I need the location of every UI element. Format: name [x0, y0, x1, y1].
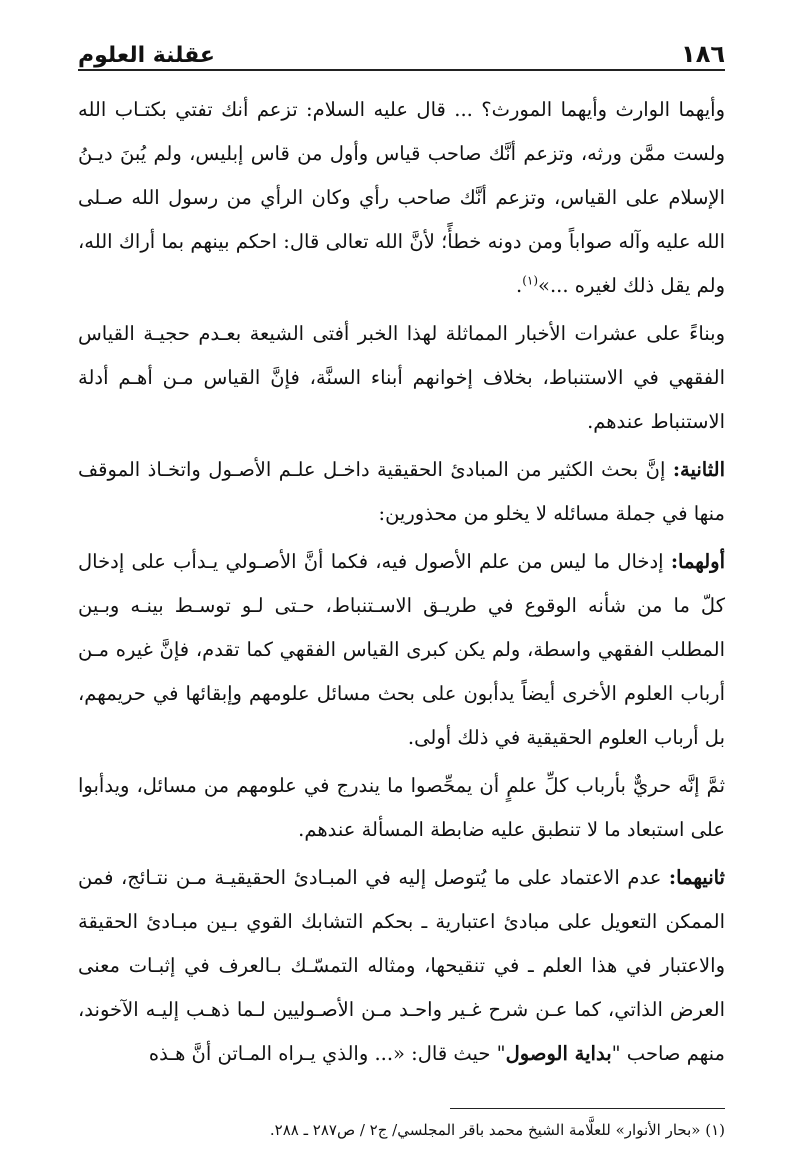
paragraph-second-point: [78, 448, 725, 536]
paragraph-text: إنَّ بحث الكثير من المبادئ الحقيقية داخـل علـم الأصـول واتخـاذ الموقف منها في جملة مسائله لا يخلو من محذورين:: [78, 458, 725, 525]
paragraph-lead: ثانيهما:: [668, 866, 725, 889]
paragraph-text: إدخال ما ليس من علم الأصول فيه، فكما أنَّ الأصـولي يـدأب على إدخال كلّ ما من شأنه الوقوع في طريـق الاسـتنباط، حـتى لـو توسـط بينـه وبـين المطلب الفقهي واسطة، ولم يكن كبرى القياس الفقهي كما تقدم، فإنَّ غيره مـن أرباب العلوم الأخرى أيضاً يدأبون على بحث مسائل علومهم وإبقائها في حريمهم، بل أرباب العلوم الحقيقية في ذلك أولى.: [78, 550, 725, 749]
footnote-reference: (١): [522, 273, 539, 288]
page-header: [78, 28, 725, 68]
page-number: ١٨٦: [681, 40, 725, 68]
paragraph-quote-end: وأيهما الوارث وأيهما المورث؟ ... قال عليه السلام: تزعم أنك تفتي بكتـاب الله ولست ممَّن ورثه، وتزعم أنَّك صاحب قياس وأول من قاس إبليس، ولم يُبنَ ديـنُ الإسلام على القياس، وتزعم أنَّك صاحب رأي وكان الرأي من رسول الله صـلى الله عليه وآله صواباً ومن دونه خطأً؛ لأنَّ الله تعالى قال: احكم بينهم بما أراك الله، ولم يقل ذلك لغيره ...»$^{(١)}$.: [78, 98, 725, 297]
paragraph-lead: أولهما:: [670, 550, 725, 573]
paragraph-text: " حيث قال: «... والذي يـراه المـاتن أنَّ هـذه: [148, 1042, 506, 1065]
paragraph-text: عدم الاعتماد على ما يُتوصل إليه في المبـادئ الحقيقيـة مـن نتـائج، فمن الممكن التعويل على مبادئ اعتبارية ـ بحكم التشابك القوي بـين مبـادئ الحقيقة والاعتبار في هذا العلم ـ في تنقيحها، ومثاله التمسّـك بـالعرف في إثبـات معنى العرض الذاتي، كما عـن شرح غـير واحـد مـن الأصـوليين لـما ذهـب إليـه الآخوند، منهم صاحب ": [78, 866, 725, 1065]
footnote-divider: [450, 1108, 725, 1109]
paragraph-text: ثمَّ إنَّه حريٌّ بأرباب كلِّ علمٍ أن يمحِّصوا ما يندرج في علومهم من مسائل، ويدأبوا على استبعاد ما لا تنطبق عليه ضابطة المسألة عندهم.: [78, 774, 725, 841]
paragraph-second-issue: [78, 856, 725, 1076]
main-text: [78, 88, 725, 1080]
cited-book-title: بداية الوصول: [505, 1042, 612, 1065]
paragraph-first-issue: [78, 540, 725, 760]
header-divider: [78, 69, 725, 71]
running-title: عقلنة العلوم: [78, 43, 215, 68]
footnote: (١) «بحار الأنوار» للعلَّامة الشيخ محمد باقر المجلسي/ ج٢ / ص٢٨٧ ـ ٢٨٨.: [269, 1121, 725, 1139]
paragraph-shia-ruling: [78, 312, 725, 444]
paragraph-scrutiny: [78, 764, 725, 852]
paragraph-text: وبناءً على عشرات الأخبار المماثلة لهذا الخبر أفتى الشيعة بعـدم حجيـة القياس الفقهي في الاستنباط، بخلاف إخوانهم أبناء السنَّة، فإنَّ القياس مـن أهـم أدلة الاستنباط عندهم.: [78, 322, 725, 433]
paragraph-lead: الثانية:: [672, 458, 725, 481]
paragraph-text: وأيهما الوارث وأيهما المورث؟ ... قال عليه السلام: تزعم أنك تفتي بكتـاب الله ولست ممَّن ورثه، وتزعم أنَّك صاحب قياس وأول من قاس إبليس، ولم يُبنَ ديـنُ الإسلام على القياس، وتزعم أنَّك صاحب رأي وكان الرأي من رسول الله صـلى الله عليه وآله صواباً ومن دونه خطأً؛ لأنَّ الله تعالى قال: احكم بينهم بما أراك الله، ولم يقل ذلك لغيره ...»: [78, 98, 725, 297]
